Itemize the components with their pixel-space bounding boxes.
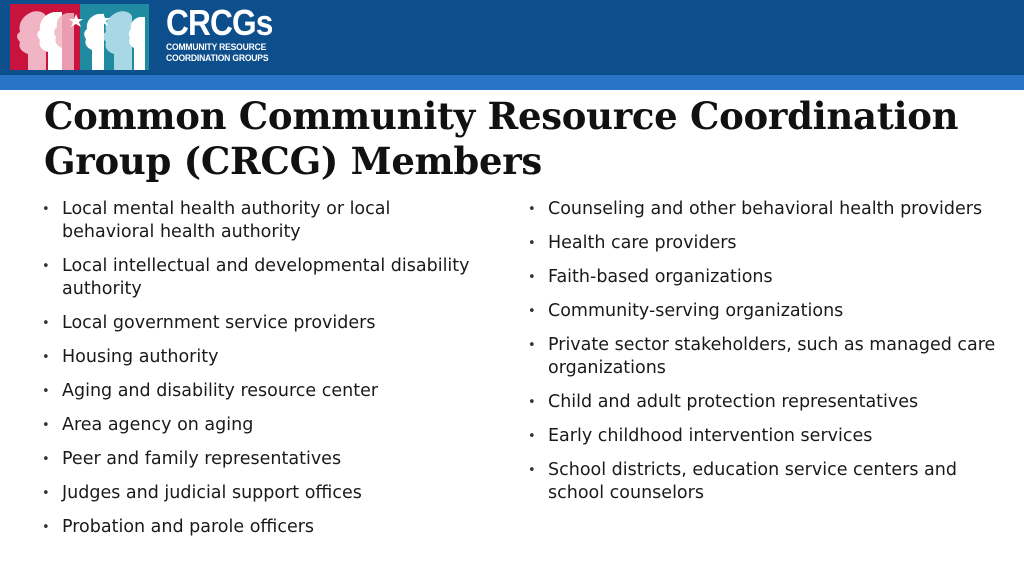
logo-subtitle-line2: COORDINATION GROUPS <box>166 53 269 64</box>
bullet-icon: • <box>42 418 50 433</box>
bullet-icon: • <box>42 452 50 467</box>
list-item: • Private sector stakeholders, such as managed care organizations <box>528 335 996 378</box>
list-item: • Local intellectual and developmental disability authority <box>42 256 470 299</box>
bullet-icon: • <box>528 236 536 251</box>
bullet-icon: • <box>528 270 536 285</box>
logo-wordmark <box>166 4 286 64</box>
bullet-icon: • <box>42 350 50 365</box>
list-item: • Judges and judicial support offices <box>42 483 362 503</box>
bullet-icon: • <box>528 304 536 319</box>
bullet-icon: • <box>42 259 50 274</box>
list-item: • Area agency on aging <box>42 415 254 435</box>
list-item: • Community-serving organizations <box>528 301 844 321</box>
list-item: • Probation and parole officers <box>42 517 315 537</box>
logo-subtitle-line1: COMMUNITY RESOURCE <box>166 42 267 53</box>
bullet-icon: • <box>528 338 536 353</box>
list-item: • Local mental health authority or local behavioral health authority <box>42 199 391 242</box>
list-item: • Health care providers <box>528 233 737 253</box>
list-item: • Early childhood intervention services <box>528 426 873 446</box>
list-item: • Aging and disability resource center <box>42 381 379 401</box>
members-list-right <box>528 198 998 516</box>
list-item: • School districts, education service centers and school counselors <box>528 460 957 503</box>
logo-acronym: CRCGs <box>166 2 273 43</box>
header-bar <box>0 0 1024 75</box>
bullet-icon: • <box>528 395 536 410</box>
bullet-icon: • <box>42 316 50 331</box>
list-item: • Child and adult protection representatives <box>528 392 919 412</box>
list-item: • Counseling and other behavioral health providers <box>528 199 983 219</box>
bullet-icon: • <box>528 429 536 444</box>
bullet-icon: • <box>528 202 536 217</box>
members-list-left <box>42 198 482 550</box>
list-item: • Local government service providers <box>42 313 376 333</box>
header-accent-stripe <box>0 75 1024 90</box>
list-item: • Faith-based organizations <box>528 267 773 287</box>
list-item: • Peer and family representatives <box>42 449 342 469</box>
bullet-icon: • <box>42 202 50 217</box>
bullet-icon: • <box>42 384 50 399</box>
list-item: • Housing authority <box>42 347 219 367</box>
bullet-icon: • <box>42 486 50 501</box>
slide-title: Common Community Resource Coordination Group (CRCG) Members <box>44 94 959 183</box>
crcg-logo-icon <box>10 4 149 70</box>
bullet-icon: • <box>528 463 536 478</box>
bullet-icon: • <box>42 520 50 535</box>
